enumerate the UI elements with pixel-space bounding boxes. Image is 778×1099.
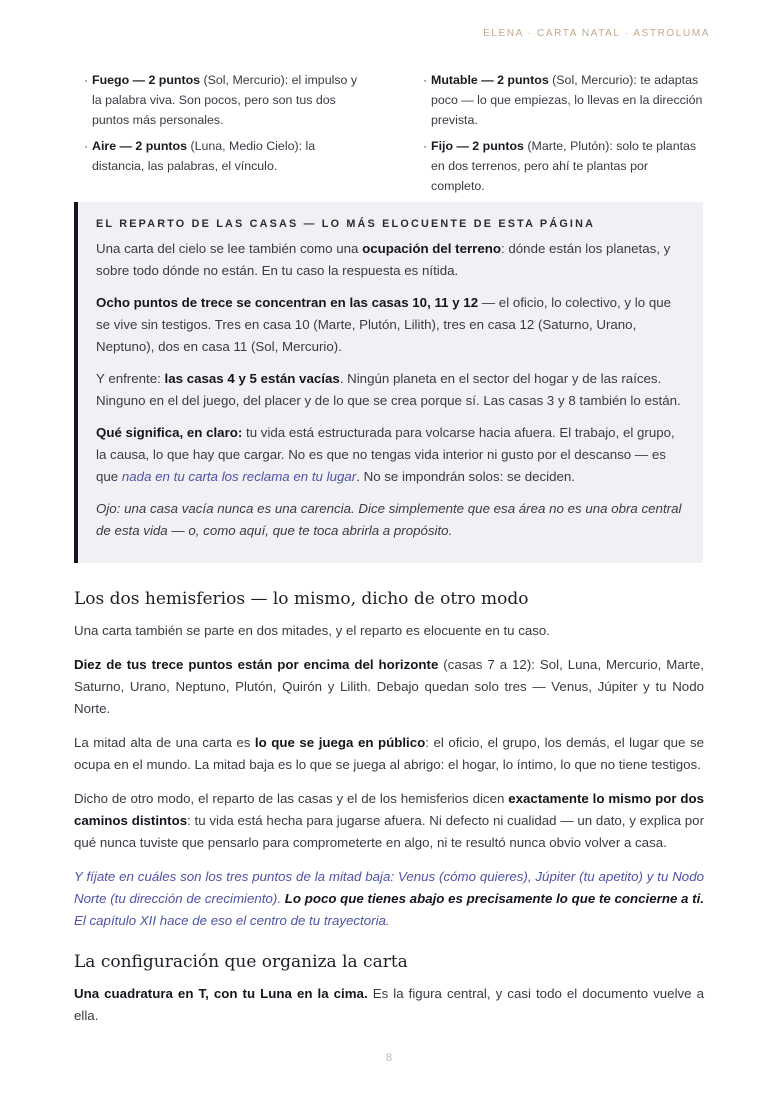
- bullet-dot: ·: [423, 73, 428, 87]
- body-paragraph: Y fíjate en cuáles son los tres puntos de la mitad baja: Venus (cómo quieres), Júpiter (tu apetito) y tu Nodo Norte (tu dirección de crecimiento). Lo poco que tienes abajo es precisamente lo que te concierne a ti. El capítulo XII hace de eso el centro de tu trayectoria.: [74, 869, 704, 928]
- hemispheres-body: [74, 620, 704, 944]
- elements-right-column: [423, 70, 704, 202]
- list-item: · Fijo — 2 puntos (Marte, Plutón): solo te plantas en dos terrenos, pero ahí te plantas por completo.: [423, 136, 704, 196]
- body-paragraph: Una carta también se parte en dos mitades, y el reparto es elocuente en tu caso.: [74, 623, 551, 638]
- houses-callout: [74, 202, 703, 563]
- list-item: · Mutable — 2 puntos (Sol, Mercurio): te adaptas poco — lo que empiezas, lo llevas en la dirección prevista.: [423, 70, 704, 130]
- body-paragraph: Dicho de otro modo, el reparto de las casas y el de los hemisferios dicen exactamente lo mismo por dos caminos distintos: tu vida está hecha para jugarse afuera. Ni defecto ni cualidad — un dato, y explica por qué nunca tuviste que pensarlo para comprometerte en algo, ni te resultó nunca obvio volver a casa.: [74, 791, 705, 850]
- callout-title: EL REPARTO DE LAS CASAS — LO MÁS ELOCUENTE DE ESTA PÁGINA: [96, 218, 596, 230]
- page-number: 8: [385, 1052, 393, 1064]
- list-item: · Fuego — 2 puntos (Sol, Mercurio): el impulso y la palabra viva. Son pocos, pero son tus dos puntos más personales.: [84, 70, 365, 130]
- bullet-dot: ·: [423, 139, 428, 153]
- body-paragraph: La mitad alta de una carta es lo que se juega en público: el oficio, el grupo, los demás, el lugar que se ocupa en el mundo. La mitad baja es lo que se juega al abrigo: el hogar, lo íntimo, lo que no tiene testigos.: [74, 735, 704, 772]
- bullet-dot: ·: [84, 73, 89, 87]
- elements-summary: [84, 70, 704, 202]
- callout-note: Ojo: una casa vacía nunca es una carencia. Dice simplemente que esa área no es una obra central de esta vida — o, como aquí, que te toca abrirla a propósito.: [96, 501, 682, 538]
- body-paragraph: Una cuadratura en T, con tu Luna en la cima. Es la figura central, y casi todo el documento vuelve a ella.: [74, 986, 705, 1023]
- configuration-heading: La configuración que organiza la carta: [74, 952, 408, 972]
- body-paragraph: Diez de tus trece puntos están por encima del horizonte (casas 7 a 12): Sol, Luna, Mercurio, Marte, Saturno, Urano, Neptuno, Plutón, Quirón y Lilith. Debajo quedan solo tres — Venus, Júpiter y tu Nodo Norte.: [74, 657, 704, 716]
- callout-paragraph: Una carta del cielo se lee también como una ocupación del terreno: dónde están los planetas, y sobre todo dónde no están. En tu caso la respuesta es nítida.: [96, 241, 671, 278]
- callout-paragraph: Qué significa, en claro: tu vida está estructurada para volcarse hacia afuera. El trabajo, el grupo, la causa, lo que hay que cargar. No es que no tengas vida interior ni gusto por el descanso — es que nada en tu carta los reclama en tu lugar. No se impondrán solos: se deciden.: [96, 425, 675, 484]
- bullet-dot: ·: [84, 139, 89, 153]
- callout-paragraph: Ocho puntos de trece se concentran en las casas 10, 11 y 12 — el oficio, lo colectivo, y lo que se vive sin testigos. Tres en casa 10 (Marte, Plutón, Lilith), tres en casa 12 (Saturno, Urano, Neptuno), dos en casa 11 (Sol, Mercurio).: [96, 295, 672, 354]
- list-item: · Aire — 2 puntos (Luna, Medio Cielo): la distancia, las palabras, el vínculo.: [84, 136, 365, 176]
- hemispheres-heading: Los dos hemisferios — lo mismo, dicho de otro modo: [74, 589, 529, 609]
- running-header: ELENA · CARTA NATAL · ASTROLUMA: [483, 28, 710, 39]
- configuration-body: [74, 983, 704, 1039]
- callout-paragraph: Y enfrente: las casas 4 y 5 están vacías. Ningún planeta en el sector del hogar y de las raíces. Ninguno en el del juego, del placer y de lo que se crea porque sí. Las casas 3 y 8 también lo están.: [96, 371, 681, 408]
- elements-left-column: [84, 70, 365, 202]
